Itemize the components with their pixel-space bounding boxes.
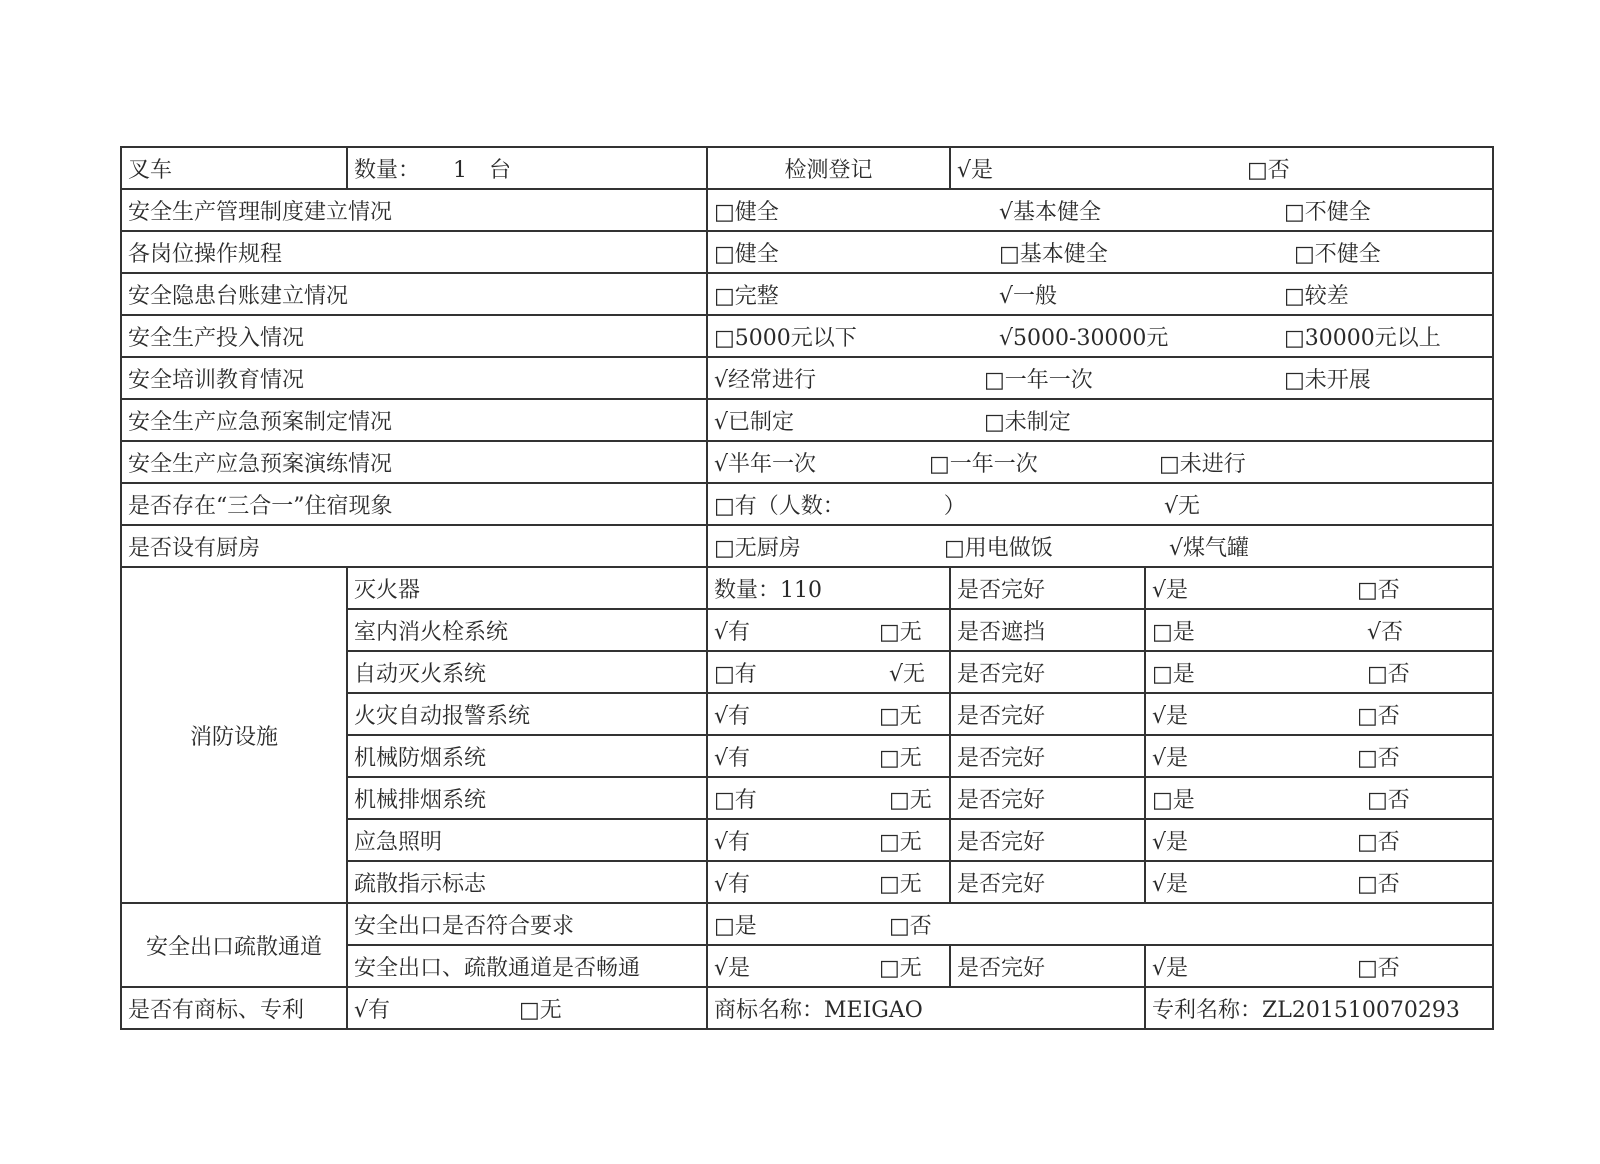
exit-item-name: 安全出口、疏散通道是否畅通 bbox=[347, 945, 707, 987]
row-options bbox=[707, 399, 1493, 441]
row-label: 安全生产管理制度建立情况 bbox=[121, 189, 707, 231]
fire-item-presence bbox=[707, 819, 950, 861]
fire-item-check: 是否完好 bbox=[950, 735, 1145, 777]
fire-item-presence bbox=[707, 609, 950, 651]
safety-inspection-table bbox=[120, 146, 1494, 1030]
option-yes[interactable]: □是 bbox=[714, 913, 757, 939]
option[interactable]: √5000-30000元 bbox=[999, 325, 1169, 351]
row-label: 安全培训教育情况 bbox=[121, 357, 707, 399]
option-yes[interactable]: √是 bbox=[714, 955, 751, 981]
exit-item-name: 安全出口是否符合要求 bbox=[347, 903, 707, 945]
option-yes[interactable]: √是 bbox=[1152, 871, 1189, 897]
row-options bbox=[707, 231, 1493, 273]
option[interactable]: √基本健全 bbox=[999, 199, 1102, 225]
exit-row bbox=[121, 903, 1493, 945]
exit-item-options bbox=[707, 945, 950, 987]
option-none[interactable]: □无 bbox=[889, 787, 932, 813]
option[interactable]: □一年一次 bbox=[929, 451, 1038, 477]
option-yes[interactable]: √是 bbox=[1152, 829, 1189, 855]
option-no[interactable]: □否 bbox=[1357, 577, 1400, 603]
row-three-in-one bbox=[121, 483, 1493, 525]
fire-item-presence bbox=[707, 777, 950, 819]
row-label: 安全隐患台账建立情况 bbox=[121, 273, 707, 315]
option[interactable]: □不健全 bbox=[1294, 241, 1381, 267]
row-options bbox=[707, 525, 1493, 567]
fire-item-name: 疏散指示标志 bbox=[347, 861, 707, 903]
option-yes[interactable]: □是 bbox=[1152, 787, 1195, 813]
fire-facilities-label: 消防设施 bbox=[121, 567, 347, 903]
row-safety-training bbox=[121, 357, 1493, 399]
equipment-name: 叉车 bbox=[121, 147, 347, 189]
inspection-registration-options bbox=[950, 147, 1493, 189]
option[interactable]: □健全 bbox=[714, 241, 779, 267]
row-emergency-drill bbox=[121, 441, 1493, 483]
option-none[interactable]: □无 bbox=[879, 871, 922, 897]
inspection-registration-label: 检测登记 bbox=[707, 147, 950, 189]
row-emergency-plan bbox=[121, 399, 1493, 441]
option[interactable]: √一般 bbox=[999, 283, 1058, 309]
option[interactable]: □用电做饭 bbox=[944, 535, 1053, 561]
row-label: 安全生产投入情况 bbox=[121, 315, 707, 357]
row-options bbox=[707, 483, 1493, 525]
option-no[interactable]: □否 bbox=[1357, 871, 1400, 897]
row-label: 是否设有厨房 bbox=[121, 525, 707, 567]
row-operating-procedures bbox=[121, 231, 1493, 273]
row-options bbox=[707, 357, 1493, 399]
fire-item-presence bbox=[707, 735, 950, 777]
option-none[interactable]: □无 bbox=[879, 955, 922, 981]
option[interactable]: □不健全 bbox=[1284, 199, 1371, 225]
option[interactable]: √已制定 bbox=[714, 409, 795, 435]
option-yes[interactable]: √是 bbox=[1152, 577, 1189, 603]
option-no[interactable]: □否 bbox=[1367, 787, 1410, 813]
option-has[interactable]: □有 bbox=[714, 661, 757, 687]
row-label: 各岗位操作规程 bbox=[121, 231, 707, 273]
row-label: 安全生产应急预案演练情况 bbox=[121, 441, 707, 483]
fire-item-presence bbox=[707, 861, 950, 903]
option[interactable]: □基本健全 bbox=[999, 241, 1108, 267]
option-no[interactable]: □否 bbox=[1247, 157, 1290, 183]
option-none[interactable]: □无 bbox=[879, 829, 922, 855]
option-no[interactable]: □否 bbox=[1367, 661, 1410, 687]
fire-item-quantity: 数量：110 bbox=[707, 567, 950, 609]
option-has[interactable]: √有 bbox=[714, 871, 751, 897]
fire-item-status bbox=[1145, 567, 1493, 609]
exit-item-status bbox=[1145, 945, 1493, 987]
row-hazard-ledger bbox=[121, 273, 1493, 315]
row-options bbox=[707, 441, 1493, 483]
header-row bbox=[121, 147, 1493, 189]
option[interactable]: □健全 bbox=[714, 199, 779, 225]
option[interactable]: √煤气罐 bbox=[1169, 535, 1250, 561]
option-none[interactable]: □无 bbox=[519, 997, 562, 1023]
option-has[interactable]: √有 bbox=[714, 745, 751, 771]
fire-item-status bbox=[1145, 735, 1493, 777]
fire-row bbox=[121, 567, 1493, 609]
fire-item-name: 灭火器 bbox=[347, 567, 707, 609]
option-no[interactable]: √否 bbox=[1367, 619, 1404, 645]
fire-item-name: 室内消火栓系统 bbox=[347, 609, 707, 651]
fire-item-status bbox=[1145, 861, 1493, 903]
fire-item-check: 是否完好 bbox=[950, 651, 1145, 693]
ip-row bbox=[121, 987, 1493, 1029]
fire-item-check: 是否完好 bbox=[950, 567, 1145, 609]
ip-options bbox=[347, 987, 707, 1029]
row-management-system bbox=[121, 189, 1493, 231]
option-has[interactable]: √有 bbox=[714, 619, 751, 645]
fire-item-check: 是否完好 bbox=[950, 777, 1145, 819]
row-label: 安全生产应急预案制定情况 bbox=[121, 399, 707, 441]
option-yes[interactable]: □是 bbox=[1152, 661, 1195, 687]
trademark-name: 商标名称：MEIGAO bbox=[707, 987, 1145, 1029]
option-has[interactable]: □有 bbox=[714, 787, 757, 813]
option-yes[interactable]: √是 bbox=[1152, 745, 1189, 771]
option-no[interactable]: □否 bbox=[889, 913, 932, 939]
row-options bbox=[707, 189, 1493, 231]
fire-item-check: 是否完好 bbox=[950, 861, 1145, 903]
fire-item-name: 火灾自动报警系统 bbox=[347, 693, 707, 735]
option-none[interactable]: □无 bbox=[879, 745, 922, 771]
fire-item-status bbox=[1145, 777, 1493, 819]
option-no[interactable]: □否 bbox=[1357, 703, 1400, 729]
row-options bbox=[707, 273, 1493, 315]
option[interactable]: □完整 bbox=[714, 283, 779, 309]
exit-item-options bbox=[707, 903, 1493, 945]
fire-item-presence bbox=[707, 651, 950, 693]
ip-label: 是否有商标、专利 bbox=[121, 987, 347, 1029]
fire-item-status bbox=[1145, 609, 1493, 651]
fire-item-name: 机械排烟系统 bbox=[347, 777, 707, 819]
option-no[interactable]: □否 bbox=[1357, 955, 1400, 981]
fire-item-check: 是否完好 bbox=[950, 819, 1145, 861]
option-has[interactable]: √有 bbox=[714, 703, 751, 729]
option[interactable]: √无 bbox=[1164, 493, 1201, 519]
option-none[interactable]: □无 bbox=[879, 619, 922, 645]
fire-item-status bbox=[1145, 651, 1493, 693]
option-has[interactable]: √有 bbox=[714, 829, 751, 855]
option-no[interactable]: □否 bbox=[1357, 829, 1400, 855]
option[interactable]: □有（人数： ） bbox=[714, 493, 966, 519]
option[interactable]: √经常进行 bbox=[714, 367, 817, 393]
option[interactable]: □未开展 bbox=[1284, 367, 1371, 393]
fire-item-check: 是否完好 bbox=[950, 693, 1145, 735]
row-options bbox=[707, 315, 1493, 357]
fire-item-name: 应急照明 bbox=[347, 819, 707, 861]
option-yes[interactable]: √是 bbox=[1152, 955, 1189, 981]
option[interactable]: □较差 bbox=[1284, 283, 1349, 309]
option[interactable]: □未进行 bbox=[1159, 451, 1246, 477]
option-yes[interactable]: √是 bbox=[1152, 703, 1189, 729]
option-none[interactable]: □无 bbox=[879, 703, 922, 729]
option[interactable]: □30000元以上 bbox=[1284, 325, 1441, 351]
fire-item-status bbox=[1145, 819, 1493, 861]
fire-item-name: 机械防烟系统 bbox=[347, 735, 707, 777]
option-no[interactable]: □否 bbox=[1357, 745, 1400, 771]
option-has[interactable]: √有 bbox=[354, 997, 391, 1023]
fire-item-name: 自动灭火系统 bbox=[347, 651, 707, 693]
fire-item-check: 是否遮挡 bbox=[950, 609, 1145, 651]
fire-item-status bbox=[1145, 693, 1493, 735]
fire-item-presence bbox=[707, 693, 950, 735]
row-kitchen bbox=[121, 525, 1493, 567]
option[interactable]: □未制定 bbox=[984, 409, 1071, 435]
patent-name: 专利名称：ZL201510070293 bbox=[1145, 987, 1493, 1029]
option[interactable]: √半年一次 bbox=[714, 451, 817, 477]
equipment-quantity: 数量： 1 台 bbox=[347, 147, 707, 189]
safety-exit-label: 安全出口疏散通道 bbox=[121, 903, 347, 987]
option[interactable]: □5000元以下 bbox=[714, 325, 857, 351]
option-yes[interactable]: √是 bbox=[957, 157, 994, 183]
option-yes[interactable]: □是 bbox=[1152, 619, 1195, 645]
row-label: 是否存在“三合一”住宿现象 bbox=[121, 483, 707, 525]
row-safety-investment bbox=[121, 315, 1493, 357]
option-none[interactable]: √无 bbox=[889, 661, 926, 687]
exit-item-check: 是否完好 bbox=[950, 945, 1145, 987]
option[interactable]: □无厨房 bbox=[714, 535, 801, 561]
option[interactable]: □一年一次 bbox=[984, 367, 1093, 393]
